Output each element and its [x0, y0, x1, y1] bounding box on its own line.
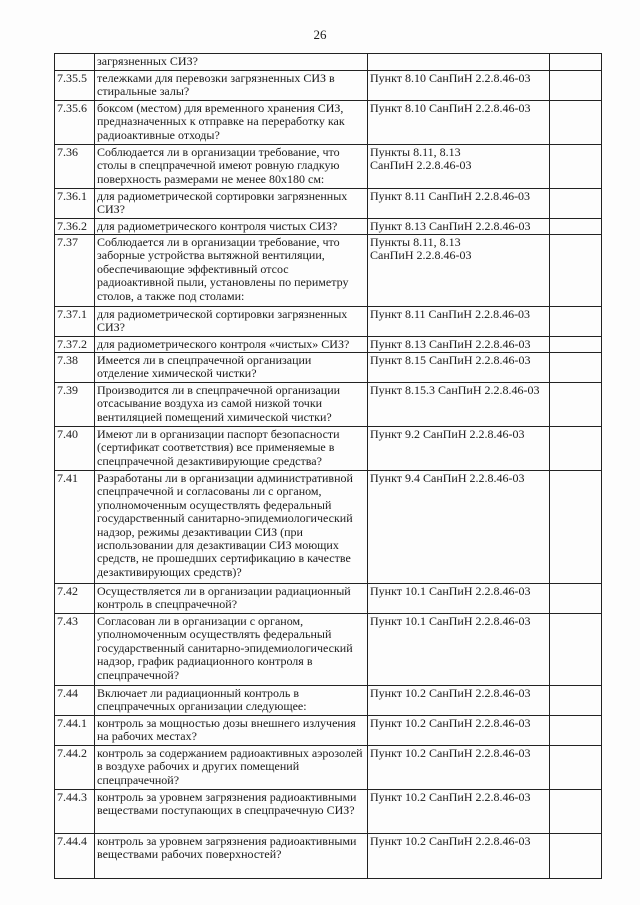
question-text: для радиометрической сортировки загрязненных СИЗ? — [95, 189, 368, 219]
answer-cell — [550, 54, 602, 71]
table-row — [55, 337, 602, 353]
table-row — [55, 614, 602, 686]
reference-text: Пункт 9.4 СанПиН 2.2.8.46-03 — [368, 471, 550, 584]
item-number: 7.35.6 — [55, 101, 95, 145]
answer-cell — [550, 383, 602, 427]
reference-text: Пункты 8.11, 8.13 СанПиН 2.2.8.46-03 — [368, 145, 550, 189]
answer-cell — [550, 189, 602, 219]
reference-text: Пункт 8.15.3 СанПиН 2.2.8.46-03 — [368, 383, 550, 427]
question-text: Соблюдается ли в организации требование, что заборные устройства вытяжной вентиляции, обеспечивающие эффективный отсос радиоактивной пыли, установлены по периметру столов, а также под столами: — [95, 235, 368, 307]
checklist-body — [55, 54, 602, 879]
table-row — [55, 471, 602, 584]
answer-cell — [550, 427, 602, 471]
table-row — [55, 235, 602, 307]
item-number: 7.44.2 — [55, 746, 95, 790]
item-number: 7.36.2 — [55, 219, 95, 235]
reference-text: Пункт 8.13 СанПиН 2.2.8.46-03 — [368, 219, 550, 235]
table-row — [55, 746, 602, 790]
answer-cell — [550, 834, 602, 879]
item-number: 7.44.3 — [55, 790, 95, 834]
table-row — [55, 686, 602, 716]
item-number: 7.44 — [55, 686, 95, 716]
item-number: 7.35.5 — [55, 71, 95, 101]
item-number: 7.44.1 — [55, 716, 95, 746]
checklist-table — [54, 53, 602, 879]
question-text: загрязненных СИЗ? — [95, 54, 368, 71]
item-number: 7.37 — [55, 235, 95, 307]
reference-text: Пункт 10.2 СанПиН 2.2.8.46-03 — [368, 746, 550, 790]
item-number: 7.38 — [55, 353, 95, 383]
question-text: для радиометрической сортировки загрязненных СИЗ? — [95, 307, 368, 337]
table-row — [55, 145, 602, 189]
question-text: контроль за мощностью дозы внешнего излучения на рабочих местах? — [95, 716, 368, 746]
answer-cell — [550, 101, 602, 145]
page-number: 26 — [313, 27, 327, 42]
reference-text: Пункт 10.2 СанПиН 2.2.8.46-03 — [368, 686, 550, 716]
question-text: контроль за уровнем загрязнения радиоактивными веществами поступающих в спецпрачечную СИЗ? — [95, 790, 368, 834]
reference-text: Пункт 9.2 СанПиН 2.2.8.46-03 — [368, 427, 550, 471]
table-row — [55, 427, 602, 471]
reference-text: Пункт 8.10 СанПиН 2.2.8.46-03 — [368, 101, 550, 145]
item-number: 7.39 — [55, 383, 95, 427]
table-row — [55, 790, 602, 834]
answer-cell — [550, 471, 602, 584]
reference-text: Пункт 10.1 СанПиН 2.2.8.46-03 — [368, 614, 550, 686]
question-text: Согласован ли в организации с органом, уполномоченным осуществлять федеральный государственный санитарно-эпидемиологический надзор, график радиационного контроля в спецпрачечной? — [95, 614, 368, 686]
question-text: для радиометрического контроля чистых СИЗ? — [95, 219, 368, 235]
item-number: 7.36.1 — [55, 189, 95, 219]
question-text: Соблюдается ли в организации требование, что столы в спецпрачечной имеют ровную гладкую поверхность размерами не менее 80х180 см: — [95, 145, 368, 189]
answer-cell — [550, 746, 602, 790]
item-number: 7.42 — [55, 584, 95, 614]
question-text: боксом (местом) для временного хранения СИЗ, предназначенных к отправке на переработку как радиоактивные отходы? — [95, 101, 368, 145]
answer-cell — [550, 307, 602, 337]
question-text: тележками для перевозки загрязненных СИЗ в стиральные залы? — [95, 71, 368, 101]
table-row — [55, 307, 602, 337]
table-row — [55, 353, 602, 383]
item-number: 7.43 — [55, 614, 95, 686]
reference-text: Пункт 10.2 СанПиН 2.2.8.46-03 — [368, 716, 550, 746]
reference-text — [368, 54, 550, 71]
reference-text: Пункт 8.15 СанПиН 2.2.8.46-03 — [368, 353, 550, 383]
reference-text: Пункт 8.13 СанПиН 2.2.8.46-03 — [368, 337, 550, 353]
answer-cell — [550, 71, 602, 101]
item-number: 7.44.4 — [55, 834, 95, 879]
question-text: контроль за уровнем загрязнения радиоактивными веществами рабочих поверхностей? — [95, 834, 368, 879]
answer-cell — [550, 235, 602, 307]
reference-text: Пункт 10.2 СанПиН 2.2.8.46-03 — [368, 834, 550, 879]
question-text: контроль за содержанием радиоактивных аэрозолей в воздухе рабочих и других помещений спецпрачечной? — [95, 746, 368, 790]
question-text: Производится ли в спецпрачечной организации отсасывание воздуха из самой низкой точки вентиляцией помещений химической чистки? — [95, 383, 368, 427]
question-text: для радиометрического контроля «чистых» СИЗ? — [95, 337, 368, 353]
question-text: Имеют ли в организации паспорт безопасности (сертификат соответствия) все применяемые в спецпрачечной дезактивирующие средства? — [95, 427, 368, 471]
table-row — [55, 716, 602, 746]
item-number: 7.40 — [55, 427, 95, 471]
answer-cell — [550, 584, 602, 614]
answer-cell — [550, 790, 602, 834]
reference-text: Пункты 8.11, 8.13 СанПиН 2.2.8.46-03 — [368, 235, 550, 307]
answer-cell — [550, 686, 602, 716]
item-number: 7.37.1 — [55, 307, 95, 337]
table-row — [55, 584, 602, 614]
item-number: 7.36 — [55, 145, 95, 189]
answer-cell — [550, 716, 602, 746]
question-text: Осуществляется ли в организации радиационный контроль в спецпрачечной? — [95, 584, 368, 614]
item-number: 7.37.2 — [55, 337, 95, 353]
reference-text: Пункт 10.1 СанПиН 2.2.8.46-03 — [368, 584, 550, 614]
table-row — [55, 54, 602, 71]
reference-text: Пункт 8.10 СанПиН 2.2.8.46-03 — [368, 71, 550, 101]
answer-cell — [550, 337, 602, 353]
table-row — [55, 71, 602, 101]
item-number — [55, 54, 95, 71]
table-row — [55, 101, 602, 145]
table-row — [55, 834, 602, 879]
item-number: 7.41 — [55, 471, 95, 584]
reference-text: Пункт 8.11 СанПиН 2.2.8.46-03 — [368, 189, 550, 219]
question-text: Имеется ли в спецпрачечной организации отделение химической чистки? — [95, 353, 368, 383]
answer-cell — [550, 614, 602, 686]
answer-cell — [550, 145, 602, 189]
question-text: Включает ли радиационный контроль в спецпрачечных организации следующее: — [95, 686, 368, 716]
reference-text: Пункт 8.11 СанПиН 2.2.8.46-03 — [368, 307, 550, 337]
answer-cell — [550, 219, 602, 235]
answer-cell — [550, 353, 602, 383]
table-row — [55, 383, 602, 427]
reference-text: Пункт 10.2 СанПиН 2.2.8.46-03 — [368, 790, 550, 834]
question-text: Разработаны ли в организации административной спецпрачечной и согласованы ли с органом, уполномоченным осуществлять федеральный государственный санитарно-эпидемиологический надзор, режимы дезактивации СИЗ (при использовании для дезактивации СИЗ моющих средств, не прошедших сертификацию в качестве дезактивирующих средств)? — [95, 471, 368, 584]
table-row — [55, 219, 602, 235]
table-row — [55, 189, 602, 219]
